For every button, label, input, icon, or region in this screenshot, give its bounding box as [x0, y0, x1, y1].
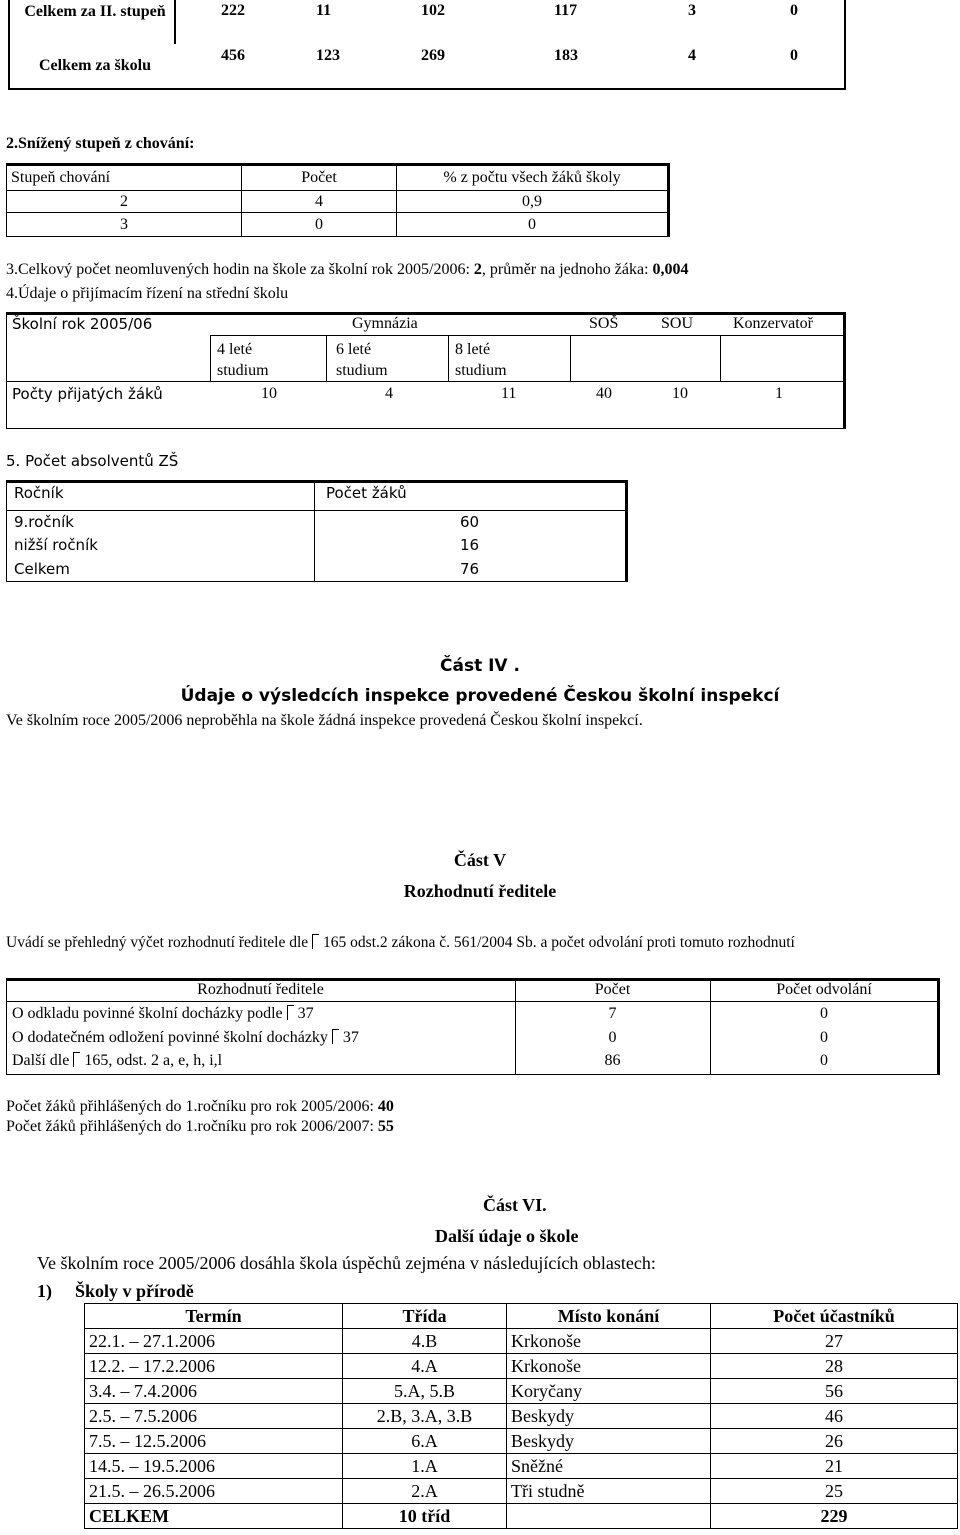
graduates-heading: 5. Počet absolventů ZŠ — [6, 452, 179, 470]
section-sign-icon — [312, 934, 319, 949]
table-cell: Beskydy — [507, 1404, 711, 1429]
part4-text: Ve školním roce 2005/2006 neproběhla na škole žádná inspekce provedená Českou školní inspekcí. — [6, 712, 643, 729]
part6-title: Část VI. — [483, 1195, 547, 1215]
table-cell: Koryčany — [507, 1379, 711, 1404]
totals-label-divider — [174, 0, 176, 44]
decisions-header-cell: Počet — [594, 981, 631, 998]
table-row — [85, 1354, 958, 1379]
enrolment-2006 — [6, 1098, 394, 1116]
reduced-conduct-table — [6, 163, 670, 237]
admissions-hline — [210, 335, 844, 336]
decision-row — [12, 1029, 359, 1047]
graduates-table — [6, 480, 628, 582]
admissions-sub-4: 4 leté studium — [217, 341, 269, 379]
decision-ref: 37 — [297, 1005, 314, 1022]
admissions-row-label: Počty přijatých žáků — [12, 385, 163, 403]
table-header-cell: Termín — [85, 1304, 343, 1329]
unexcused-average: 0,004 — [652, 261, 689, 278]
total-school-value: 4 — [688, 47, 696, 64]
table-cell: Beskydy — [507, 1429, 711, 1454]
table-header-cell: Stupeň chování — [7, 165, 242, 191]
table-cell: 0,9 — [397, 191, 669, 213]
part6-item-title: Školy v přírodě — [75, 1281, 194, 1301]
table-cell: 27 — [711, 1329, 958, 1354]
table-row — [7, 191, 669, 213]
table-cell: 6.A — [343, 1429, 507, 1454]
table-cell: 1.A — [343, 1454, 507, 1479]
table-cell: 12.2. – 17.2.2006 — [85, 1354, 343, 1379]
enrolment-value: 40 — [377, 1098, 394, 1115]
decision-row — [12, 1005, 314, 1023]
table-row — [7, 213, 669, 237]
unexcused-text: 3.Celkový počet neomluvených hodin na škole za školní rok 2005/2006: — [6, 261, 474, 278]
unexcused-mid: , průměr na jednoho žáka: — [481, 261, 653, 278]
table-cell: Krkonoše — [507, 1329, 711, 1354]
table-cell: 21 — [711, 1454, 958, 1479]
graduates-header-cell: Počet žáků — [326, 484, 407, 502]
enrolment-value: 55 — [377, 1118, 394, 1135]
table-cell: 46 — [711, 1404, 958, 1429]
table-cell: 25 — [711, 1479, 958, 1504]
reduced-conduct-heading: 2.Snížený stupeň z chování: — [6, 135, 195, 152]
table-header-row — [85, 1304, 958, 1329]
part4-subtitle: Údaje o výsledcích inspekce provedené Českou školní inspekcí — [180, 686, 780, 706]
part6-intro: Ve školním roce 2005/2006 dosáhla škola úspěchů zejména v následujících oblastech: — [37, 1253, 656, 1273]
graduates-row-label: nižší ročník — [14, 536, 98, 554]
table-cell: 14.5. – 19.5.2006 — [85, 1454, 343, 1479]
admissions-value: 10 — [672, 385, 688, 402]
section-sign-icon — [332, 1029, 339, 1044]
unexcused-total: 2 — [473, 261, 482, 278]
decisions-hline — [6, 1001, 938, 1002]
part6-subtitle: Další údaje o škole — [435, 1226, 579, 1246]
total-grade2-value: 3 — [688, 2, 696, 19]
admissions-gymnazia: Gymnázia — [352, 315, 418, 332]
section-sign-icon — [287, 1005, 294, 1020]
admissions-vline — [448, 336, 449, 382]
table-cell: 0 — [397, 213, 669, 237]
graduates-row-value: 76 — [460, 560, 480, 578]
decision-ref: 37 — [342, 1029, 359, 1046]
table-header-cell: % z počtu všech žáků školy — [397, 165, 669, 191]
decision-appeals: 0 — [820, 1052, 828, 1069]
admissions-sos: SOŠ — [589, 315, 619, 332]
table-cell: 4.B — [343, 1329, 507, 1354]
nature-schools-table — [84, 1303, 958, 1529]
part5-intro-a: Uvádí se přehledný výčet rozhodnutí ředitele dle — [6, 934, 313, 951]
table-cell: 2.5. – 7.5.2006 — [85, 1404, 343, 1429]
admissions-vline — [570, 336, 571, 382]
total-school-value: 0 — [790, 47, 798, 64]
table-row — [85, 1379, 958, 1404]
table-cell: 56 — [711, 1379, 958, 1404]
total-school-value: 183 — [554, 47, 578, 64]
graduates-hline — [6, 510, 626, 511]
total-grade2-value: 11 — [316, 2, 332, 19]
decision-count: 86 — [604, 1052, 621, 1069]
admissions-sub-6: 6 leté studium — [336, 341, 388, 379]
decision-appeals: 0 — [820, 1005, 828, 1022]
table-cell: CELKEM — [85, 1504, 343, 1529]
total-school-value: 269 — [421, 47, 445, 64]
admissions-vline — [720, 336, 721, 382]
table-header-cell: Třída — [343, 1304, 507, 1329]
decision-text: Další dle — [12, 1052, 74, 1069]
graduates-row-value: 60 — [460, 513, 480, 531]
total-grade2-value: 102 — [421, 2, 445, 19]
enrolment-label: Počet žáků přihlášených do 1.ročníku pro rok 2005/2006: — [6, 1098, 378, 1115]
admissions-heading: 4.Údaje o přijímacím řízení na střední školu — [6, 285, 289, 302]
table-cell: Sněžné — [507, 1454, 711, 1479]
admissions-sou: SOU — [661, 315, 694, 332]
table-cell: 21.5. – 26.5.2006 — [85, 1479, 343, 1504]
admissions-vline — [210, 336, 211, 382]
section-sign-icon — [73, 1052, 80, 1067]
admissions-year-label: Školní rok 2005/06 — [12, 315, 153, 333]
graduates-row-label: Celkem — [14, 560, 70, 578]
table-cell: 4.A — [343, 1354, 507, 1379]
part5-title: Část V — [453, 850, 507, 870]
table-cell: 2.B, 3.A, 3.B — [343, 1404, 507, 1429]
total-school-value: 123 — [316, 47, 340, 64]
enrolment-2007 — [6, 1118, 394, 1136]
admissions-hline — [6, 381, 844, 382]
part5-subtitle: Rozhodnutí ředitele — [403, 881, 557, 901]
part6-item-number: 1) — [37, 1281, 52, 1301]
table-cell: 3.4. – 7.4.2006 — [85, 1379, 343, 1404]
admissions-value: 1 — [775, 385, 783, 402]
table-header-row — [7, 165, 669, 191]
decision-text: O dodatečném odložení povinné školní docházky — [12, 1029, 332, 1046]
table-row — [85, 1454, 958, 1479]
table-cell: 26 — [711, 1429, 958, 1454]
table-cell: 5.A, 5.B — [343, 1379, 507, 1404]
decision-appeals: 0 — [820, 1029, 828, 1046]
total-grade2-value: 0 — [790, 2, 798, 19]
graduates-row-value: 16 — [460, 536, 480, 554]
total-grade2-value: 117 — [554, 2, 578, 19]
decisions-header-cell: Rozhodnutí ředitele — [197, 981, 324, 998]
table-cell: 2.A — [343, 1479, 507, 1504]
part5-intro — [6, 934, 795, 952]
part5-intro-b: 165 odst.2 zákona č. 561/2004 Sb. a počet odvolání proti tomuto rozhodnutí — [323, 934, 795, 951]
graduates-vline — [314, 481, 315, 581]
table-cell: 229 — [711, 1504, 958, 1529]
decisions-header-cell: Počet odvolání — [776, 981, 872, 998]
unexcused-hours-line — [6, 261, 689, 279]
table-header-cell: Počet účastníků — [711, 1304, 958, 1329]
table-row — [85, 1479, 958, 1504]
total-grade2-value: 222 — [221, 2, 245, 19]
decision-ref: 165, odst. 2 a, e, h, i,l — [84, 1052, 223, 1069]
enrolment-label: Počet žáků přihlášených do 1.ročníku pro rok 2006/2007: — [6, 1118, 378, 1135]
admissions-value: 10 — [261, 385, 277, 402]
decision-row — [12, 1052, 222, 1070]
total-school-value: 456 — [221, 47, 245, 64]
table-cell — [507, 1504, 711, 1529]
admissions-value: 40 — [596, 385, 612, 402]
decision-text: O odkladu povinné školní docházky podle — [12, 1005, 287, 1022]
table-cell: 4 — [242, 191, 397, 213]
total-grade2-label: Celkem za II. stupeň — [24, 3, 166, 20]
table-cell: Krkonoše — [507, 1354, 711, 1379]
admissions-vline — [326, 336, 327, 382]
admissions-value: 11 — [501, 385, 517, 402]
table-cell: 7.5. – 12.5.2006 — [85, 1429, 343, 1454]
table-cell: 0 — [242, 213, 397, 237]
table-cell: 3 — [7, 213, 242, 237]
graduates-header-cell: Ročník — [14, 484, 64, 502]
table-row — [85, 1404, 958, 1429]
table-header-cell: Místo konání — [507, 1304, 711, 1329]
admissions-konzervator: Konzervatoř — [733, 315, 813, 332]
table-row — [85, 1329, 958, 1354]
table-cell: 10 tříd — [343, 1504, 507, 1529]
total-school-label: Celkem za školu — [39, 57, 151, 74]
table-cell: 2 — [7, 191, 242, 213]
table-header-cell: Počet — [242, 165, 397, 191]
table-row — [85, 1429, 958, 1454]
table-cell: 22.1. – 27.1.2006 — [85, 1329, 343, 1354]
decision-count: 7 — [608, 1005, 617, 1022]
admissions-value: 4 — [385, 385, 393, 402]
table-total-row — [85, 1504, 958, 1529]
admissions-sub-8: 8 leté studium — [455, 341, 507, 379]
graduates-row-label: 9.ročník — [14, 513, 74, 531]
table-cell: Tři studně — [507, 1479, 711, 1504]
part4-title: Část IV . — [440, 656, 520, 676]
table-cell: 28 — [711, 1354, 958, 1379]
decision-count: 0 — [608, 1029, 617, 1046]
